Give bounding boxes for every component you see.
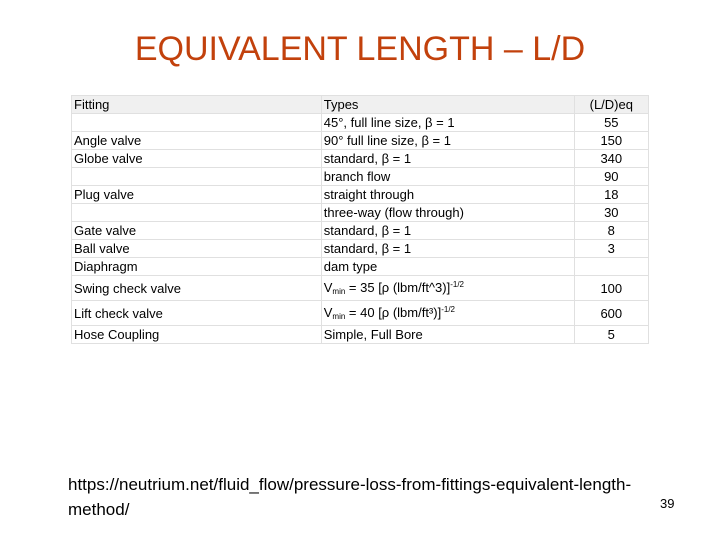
- type-formula: = 40 [ρ (lbm/ft³)]: [345, 305, 442, 320]
- eq-cell: 100: [574, 276, 648, 301]
- type-cell: three-way (flow through): [321, 204, 574, 222]
- header-ld-eq: (L/D)eq: [574, 96, 648, 114]
- eq-cell: 30: [574, 204, 648, 222]
- table-row: [72, 326, 649, 344]
- fitting-cell: Angle valve: [72, 132, 322, 150]
- fitting-cell: Swing check valve: [72, 276, 322, 301]
- eq-cell: 8: [574, 222, 648, 240]
- type-cell: branch flow: [321, 168, 574, 186]
- table-row: [72, 222, 649, 240]
- type-subscript: min: [332, 312, 346, 321]
- fitting-cell: Plug valve: [72, 186, 322, 204]
- equivalent-length-table: [71, 95, 649, 344]
- fitting-cell: Lift check valve: [72, 301, 322, 326]
- type-exponent: -1/2: [441, 305, 455, 314]
- eq-cell: 90: [574, 168, 648, 186]
- eq-cell: 600: [574, 301, 648, 326]
- table-row: [72, 276, 649, 301]
- type-cell: standard, β = 1: [321, 150, 574, 168]
- eq-cell: 55: [574, 114, 648, 132]
- eq-cell: 18: [574, 186, 648, 204]
- eq-cell: [574, 258, 648, 276]
- table-row: [72, 168, 649, 186]
- type-cell: [321, 276, 574, 301]
- eq-cell: 5: [574, 326, 648, 344]
- fitting-cell: [72, 114, 322, 132]
- table-row: [72, 150, 649, 168]
- fitting-cell: Ball valve: [72, 240, 322, 258]
- type-symbol: V: [323, 305, 333, 320]
- source-link[interactable]: https://neutrium.net/fluid_flow/pressure-loss-from-fittings-equivalent-length-method/: [68, 475, 632, 519]
- table-row: [72, 301, 649, 326]
- eq-cell: 150: [574, 132, 648, 150]
- type-cell: dam type: [321, 258, 574, 276]
- table-row: [72, 114, 649, 132]
- type-exponent: -1/2: [450, 280, 464, 289]
- type-cell: [321, 301, 574, 326]
- table-header-row: [72, 96, 649, 114]
- header-types: Types: [321, 96, 574, 114]
- type-formula: = 35 [ρ (lbm/ft^3)]: [345, 280, 451, 295]
- fitting-cell: Hose Coupling: [72, 326, 322, 344]
- eq-cell: 340: [574, 150, 648, 168]
- type-symbol: V: [323, 280, 333, 295]
- type-cell: 90° full line size, β = 1: [321, 132, 574, 150]
- fitting-cell: [72, 168, 322, 186]
- table-row: [72, 186, 649, 204]
- type-cell: 45°, full line size, β = 1: [321, 114, 574, 132]
- fitting-cell: Globe valve: [72, 150, 322, 168]
- table-row: [72, 240, 649, 258]
- table-row: [72, 132, 649, 150]
- table-row: [72, 258, 649, 276]
- type-cell: standard, β = 1: [321, 240, 574, 258]
- type-subscript: min: [332, 287, 346, 296]
- header-fitting: Fitting: [72, 96, 322, 114]
- type-cell: standard, β = 1: [321, 222, 574, 240]
- fitting-cell: Gate valve: [72, 222, 322, 240]
- type-cell: straight through: [321, 186, 574, 204]
- slide-title: EQUIVALENT LENGTH – L/D: [134, 30, 586, 68]
- table-row: [72, 204, 649, 222]
- eq-cell: 3: [574, 240, 648, 258]
- fitting-cell: [72, 204, 322, 222]
- page-number: 39: [660, 496, 675, 511]
- fitting-cell: Diaphragm: [72, 258, 322, 276]
- type-cell: Simple, Full Bore: [321, 326, 574, 344]
